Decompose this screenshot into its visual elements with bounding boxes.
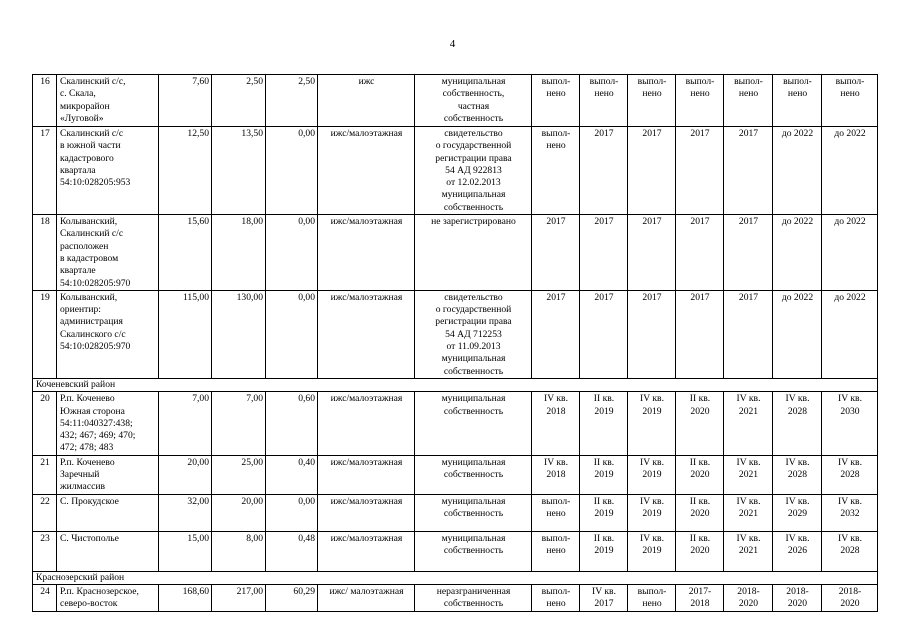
stage-cell-4: 2017 [676,215,724,291]
ownership-cell: муниципальная собственность [415,494,532,531]
kind-cell: ижс/малоэтажная [318,290,415,378]
ownership-cell: свидетельство о государственной регистрации права 54 АД 712253 от 11.09.2013 муниципальная собственность [415,290,532,378]
stage-cell-7: IV кв. 2030 [822,392,878,455]
stage-cell-1: выпол- нено [532,494,580,531]
stage-cell-3: IV кв. 2019 [628,455,676,494]
page-number: 4 [449,38,456,50]
ownership-cell: муниципальная собственность [415,531,532,571]
stage-cell-2: II кв. 2019 [580,531,628,571]
value-cell-3: 60,29 [266,584,318,611]
value-cell-1: 20,00 [159,455,212,494]
stage-cell-2: II кв. 2019 [580,392,628,455]
row-number: 17 [33,127,57,215]
row-number: 19 [33,290,57,378]
location-cell: Колыванский, Скалинский с/с расположен в кадастровом квартале 54:10:028205:970 [57,215,159,291]
stage-cell-5: IV кв. 2021 [724,531,773,571]
ownership-cell: муниципальная собственность [415,455,532,494]
value-cell-3: 0,00 [266,127,318,215]
value-cell-2: 7,00 [212,392,266,455]
stage-cell-3: 2017 [628,127,676,215]
stage-cell-2: 2017 [580,290,628,378]
row-number: 21 [33,455,57,494]
stage-cell-6: IV кв. 2028 [773,455,822,494]
value-cell-2: 13,50 [212,127,266,215]
stage-cell-3: 2017 [628,215,676,291]
stage-cell-3: IV кв. 2019 [628,531,676,571]
value-cell-1: 32,00 [159,494,212,531]
kind-cell: ижс/малоэтажная [318,127,415,215]
value-cell-1: 7,00 [159,392,212,455]
value-cell-1: 115,00 [159,290,212,378]
stage-cell-3: 2017 [628,290,676,378]
location-cell: Колыванский, ориентир: администрация Скалинского с/с 54:10:028205:970 [57,290,159,378]
stage-cell-3: IV кв. 2019 [628,392,676,455]
section-heading: Коченевский район [33,378,878,391]
stage-cell-6: до 2022 [773,215,822,291]
row-number: 23 [33,531,57,571]
value-cell-2: 8,00 [212,531,266,571]
stage-cell-4: II кв. 2020 [676,455,724,494]
section-row [33,378,878,391]
kind-cell: ижс/малоэтажная [318,455,415,494]
stage-cell-5: 2018- 2020 [724,584,773,611]
kind-cell: ижс/малоэтажная [318,531,415,571]
value-cell-2: 25,00 [212,455,266,494]
stage-cell-7: IV кв. 2028 [822,531,878,571]
stage-cell-2: II кв. 2019 [580,494,628,531]
location-cell: С. Прокудское [57,494,159,531]
location-cell: Скалинский с/с в южной части кадастрового квартала 54:10:028205:953 [57,127,159,215]
stage-cell-4: 2017- 2018 [676,584,724,611]
section-row [33,571,878,584]
stage-cell-7: 2018- 2020 [822,584,878,611]
value-cell-2: 130,00 [212,290,266,378]
ownership-cell: муниципальная собственность [415,392,532,455]
row-number: 24 [33,584,57,611]
stage-cell-5: выпол- нено [724,75,773,127]
ownership-cell: муниципальная собственность, частная собственность [415,75,532,127]
housing-plan-table [32,74,878,612]
table-row [33,215,878,291]
stage-cell-7: до 2022 [822,290,878,378]
stage-cell-3: выпол- нено [628,584,676,611]
value-cell-3: 0,00 [266,290,318,378]
value-cell-1: 12,50 [159,127,212,215]
stage-cell-1: выпол- нено [532,75,580,127]
stage-cell-2: 2017 [580,215,628,291]
stage-cell-5: 2017 [724,215,773,291]
kind-cell: ижс/малоэтажная [318,494,415,531]
value-cell-3: 0,48 [266,531,318,571]
value-cell-2: 2,50 [212,75,266,127]
stage-cell-4: II кв. 2020 [676,494,724,531]
value-cell-2: 18,00 [212,215,266,291]
stage-cell-6: до 2022 [773,290,822,378]
table-row [33,127,878,215]
value-cell-3: 0,00 [266,215,318,291]
table-row [33,531,878,571]
stage-cell-1: выпол- нено [532,531,580,571]
ownership-cell: не зарегистрировано [415,215,532,291]
stage-cell-2: IV кв. 2017 [580,584,628,611]
value-cell-2: 217,00 [212,584,266,611]
row-number: 20 [33,392,57,455]
stage-cell-6: IV кв. 2026 [773,531,822,571]
stage-cell-5: 2017 [724,127,773,215]
kind-cell: ижс/ малоэтажная [318,584,415,611]
stage-cell-2: 2017 [580,127,628,215]
value-cell-2: 20,00 [212,494,266,531]
row-number: 16 [33,75,57,127]
value-cell-3: 0,60 [266,392,318,455]
stage-cell-6: 2018- 2020 [773,584,822,611]
row-number: 22 [33,494,57,531]
table-body [33,75,878,612]
value-cell-1: 15,00 [159,531,212,571]
stage-cell-5: IV кв. 2021 [724,455,773,494]
stage-cell-2: II кв. 2019 [580,455,628,494]
kind-cell: ижс [318,75,415,127]
value-cell-1: 15,60 [159,215,212,291]
kind-cell: ижс/малоэтажная [318,215,415,291]
stage-cell-7: выпол- нено [822,75,878,127]
stage-cell-3: IV кв. 2019 [628,494,676,531]
location-cell: Р.п. Краснозерское, северо-восток [57,584,159,611]
kind-cell: ижс/малоэтажная [318,392,415,455]
stage-cell-3: выпол- нено [628,75,676,127]
stage-cell-2: выпол- нено [580,75,628,127]
value-cell-1: 168,60 [159,584,212,611]
stage-cell-4: II кв. 2020 [676,392,724,455]
stage-cell-7: до 2022 [822,127,878,215]
section-heading: Краснозерский район [33,571,878,584]
stage-cell-1: 2017 [532,290,580,378]
stage-cell-1: 2017 [532,215,580,291]
stage-cell-5: IV кв. 2021 [724,392,773,455]
stage-cell-7: IV кв. 2028 [822,455,878,494]
stage-cell-1: IV кв. 2018 [532,392,580,455]
stage-cell-7: IV кв. 2032 [822,494,878,531]
location-cell: Скалинский с/с, с. Скала, микрорайон «Луговой» [57,75,159,127]
location-cell: Р.п. Коченево Заречный жилмассив [57,455,159,494]
stage-cell-7: до 2022 [822,215,878,291]
table-row [33,290,878,378]
table-row [33,392,878,455]
ownership-cell: свидетельство о государственной регистрации права 54 АД 922813 от 12.02.2013 муниципальная собственность [415,127,532,215]
value-cell-3: 0,40 [266,455,318,494]
location-cell: Р.п. Коченево Южная сторона 54:11:040327:438; 432; 467; 469; 470; 472; 478; 483 [57,392,159,455]
stage-cell-1: выпол- нено [532,127,580,215]
stage-cell-6: IV кв. 2028 [773,392,822,455]
stage-cell-4: выпол- нено [676,75,724,127]
stage-cell-6: выпол- нено [773,75,822,127]
stage-cell-6: до 2022 [773,127,822,215]
stage-cell-4: II кв. 2020 [676,531,724,571]
stage-cell-1: выпол- нено [532,584,580,611]
value-cell-1: 7,60 [159,75,212,127]
stage-cell-5: IV кв. 2021 [724,494,773,531]
table-row [33,494,878,531]
table-row [33,584,878,611]
ownership-cell: неразграниченная собственность [415,584,532,611]
stage-cell-4: 2017 [676,127,724,215]
value-cell-3: 0,00 [266,494,318,531]
stage-cell-1: IV кв. 2018 [532,455,580,494]
table-row [33,75,878,127]
location-cell: С. Чистополье [57,531,159,571]
value-cell-3: 2,50 [266,75,318,127]
table-row [33,455,878,494]
stage-cell-6: IV кв. 2029 [773,494,822,531]
row-number: 18 [33,215,57,291]
stage-cell-5: 2017 [724,290,773,378]
stage-cell-4: 2017 [676,290,724,378]
